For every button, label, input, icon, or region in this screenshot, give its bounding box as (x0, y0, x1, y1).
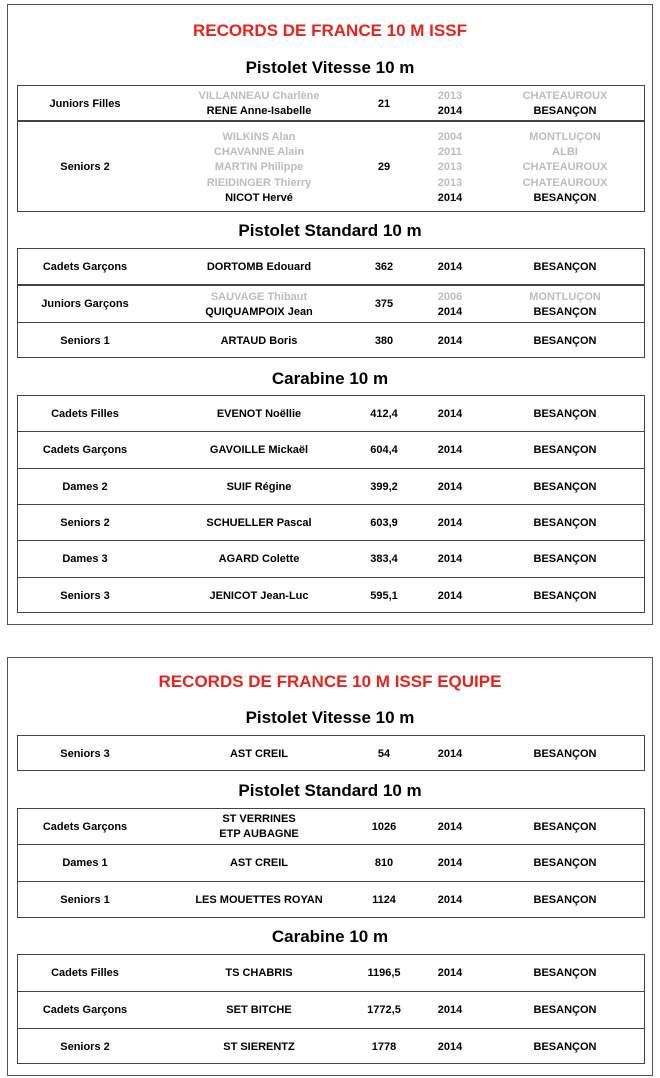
year-cell: 2014 (437, 821, 463, 833)
section-title-carabine: Carabine 10 m (271, 927, 389, 946)
year-cell: 2014 (437, 553, 463, 565)
place-cell: BESANÇON (533, 967, 597, 979)
current-record-line (18, 191, 644, 205)
category-cell: Seniors 3 (60, 590, 110, 602)
name-cell: CHAVANNE Alain (213, 146, 305, 158)
current-record-line (18, 104, 644, 118)
name-cell: WILKINS Alan (222, 131, 296, 143)
name-cell: GAVOILLE Mickaël (209, 444, 309, 456)
record-block (17, 121, 645, 212)
place-cell: BESANÇON (533, 894, 597, 906)
category-cell: Cadets Garçons (42, 1004, 128, 1016)
year-cell: 2014 (437, 967, 463, 979)
score-cell: 595,1 (370, 590, 398, 602)
name-cell: RENE Anne-Isabelle (206, 105, 312, 117)
section-title-pistolet-standard: Pistolet Standard 10 m (238, 221, 422, 240)
panel-title: RECORDS DE FRANCE 10 M ISSF EQUIPE (158, 672, 502, 691)
category-cell: Cadets Filles (51, 408, 119, 420)
record-row (18, 86, 644, 122)
year-cell: 2014 (437, 261, 463, 273)
score-cell: 362 (374, 261, 394, 273)
year-cell: 2014 (437, 481, 463, 493)
place-cell: MONTLUÇON (529, 291, 601, 303)
place-cell: BESANÇON (533, 306, 597, 318)
record-row (18, 1029, 644, 1065)
name-cell: SAUVAGE Thibaut (210, 291, 308, 303)
category-cell: Cadets Filles (51, 967, 119, 979)
year-cell: 2014 (437, 408, 463, 420)
score-cell: 29 (377, 161, 391, 173)
category-cell: Seniors 3 (60, 748, 110, 760)
place-cell: BESANÇON (533, 335, 597, 347)
current-record-line (18, 305, 644, 319)
record-row (18, 286, 644, 323)
place-cell: ALBI (552, 146, 578, 158)
name-cell: ST SIERENTZ (223, 1041, 295, 1053)
previous-record-line (18, 89, 644, 103)
year-cell: 2014 (437, 1041, 463, 1053)
place-cell: BESANÇON (533, 444, 597, 456)
section-title-pistolet-vitesse: Pistolet Vitesse 10 m (245, 58, 415, 77)
place-cell: BESANÇON (533, 590, 597, 602)
score-cell: 1772,5 (367, 1004, 401, 1016)
record-block (17, 395, 645, 613)
category-cell: Juniors Filles (49, 98, 121, 110)
section-title-pistolet-vitesse: Pistolet Vitesse 10 m (245, 708, 415, 727)
record-row (18, 505, 644, 541)
name-cell: ARTAUD Boris (220, 335, 298, 347)
place-cell: BESANÇON (533, 261, 597, 273)
category-cell: Seniors 1 (60, 894, 110, 906)
score-cell: 604,4 (370, 444, 398, 456)
category-cell: Dames 1 (62, 857, 108, 869)
place-cell: BESANÇON (533, 748, 597, 760)
score-cell: 412,4 (370, 408, 398, 420)
record-row (18, 845, 644, 882)
score-cell: 1196,5 (367, 967, 401, 979)
category-cell: Cadets Garçons (42, 261, 128, 273)
year-cell: 2014 (437, 748, 463, 760)
record-block (17, 285, 645, 358)
category-cell: Dames 2 (62, 481, 108, 493)
section-title-carabine: Carabine 10 m (271, 369, 389, 388)
record-row (18, 882, 644, 919)
place-cell: BESANÇON (533, 105, 597, 117)
name-cell: AST CREIL (229, 748, 289, 760)
previous-record-line (18, 160, 644, 174)
category-cell: Cadets Garçons (42, 444, 128, 456)
score-cell: 54 (377, 748, 391, 760)
record-row (18, 469, 644, 505)
records-issf-equipe-panel (7, 657, 653, 1076)
score-cell: 1026 (371, 821, 397, 833)
record-row (18, 809, 644, 845)
name-cell: RIEIDINGER Thierry (206, 177, 312, 189)
panel-title: RECORDS DE FRANCE 10 M ISSF (193, 21, 467, 40)
place-cell: CHATEAUROUX (522, 90, 608, 102)
record-row (18, 578, 644, 614)
category-cell: Seniors 2 (60, 517, 110, 529)
category-cell: Juniors Garçons (41, 298, 129, 310)
previous-record-line (18, 130, 644, 144)
score-cell: 603,9 (370, 517, 398, 529)
name-cell: DORTOMB Edouard (206, 261, 312, 273)
record-row (18, 122, 644, 213)
score-cell: 810 (374, 857, 394, 869)
name-cell: SET BITCHE (226, 1004, 292, 1016)
place-cell: BESANÇON (533, 821, 597, 833)
name-cell: VILLANNEAU Charlène (198, 90, 320, 102)
record-row (18, 396, 644, 432)
record-block (17, 808, 645, 918)
record-row (18, 541, 644, 578)
category-cell: Dames 3 (62, 553, 108, 565)
year-cell: 2014 (437, 590, 463, 602)
place-cell: BESANÇON (533, 192, 597, 204)
place-cell: BESANÇON (533, 1004, 597, 1016)
record-block (17, 954, 645, 1064)
year-cell: 2013 (437, 177, 463, 189)
year-cell: 2011 (438, 146, 462, 158)
score-cell: 399,2 (370, 481, 398, 493)
year-cell: 2014 (437, 105, 463, 117)
year-cell: 2014 (437, 1004, 463, 1016)
place-cell: BESANÇON (533, 553, 597, 565)
score-cell: 375 (374, 298, 394, 310)
place-cell: CHATEAUROUX (522, 177, 608, 189)
record-block (17, 85, 645, 121)
place-cell: BESANÇON (533, 857, 597, 869)
name-cell: QUIQUAMPOIX Jean (205, 306, 313, 318)
place-cell: BESANÇON (533, 517, 597, 529)
place-cell: BESANÇON (533, 1041, 597, 1053)
name-cell: AST CREIL (229, 857, 289, 869)
name-cell: EVENOT Noëllie (216, 408, 302, 420)
record-row (18, 992, 644, 1029)
category-cell: Seniors 2 (60, 161, 110, 173)
category-cell: Seniors 2 (60, 1041, 110, 1053)
score-cell: 1124 (372, 894, 396, 906)
score-cell: 380 (374, 335, 394, 347)
team-name-line1: ST VERRINES (222, 813, 296, 825)
year-cell: 2014 (437, 517, 463, 529)
previous-record-line (18, 176, 644, 190)
year-cell: 2014 (437, 192, 463, 204)
year-cell: 2014 (437, 894, 463, 906)
year-cell: 2014 (437, 857, 463, 869)
year-cell: 2014 (437, 335, 463, 347)
name-cell: SCHUELLER Pascal (206, 517, 312, 529)
year-cell: 2013 (437, 90, 463, 102)
name-cell: JENICOT Jean-Luc (209, 590, 309, 602)
year-cell: 2014 (437, 306, 463, 318)
name-cell: LES MOUETTES ROYAN (195, 894, 323, 906)
place-cell: BESANÇON (533, 481, 597, 493)
year-cell: 2014 (437, 444, 463, 456)
team-name-line2: ETP AUBAGNE (219, 828, 299, 840)
name-cell: TS CHABRIS (225, 967, 293, 979)
score-cell: 383,4 (370, 553, 398, 565)
place-cell: BESANÇON (533, 408, 597, 420)
year-cell: 2006 (437, 291, 463, 303)
previous-record-line (18, 290, 644, 304)
year-cell: 2013 (437, 161, 463, 173)
records-issf-panel (7, 4, 653, 625)
place-cell: MONTLUÇON (529, 131, 601, 143)
year-cell: 2004 (437, 131, 463, 143)
record-row (18, 955, 644, 992)
score-cell: 1778 (371, 1041, 397, 1053)
record-row (18, 432, 644, 469)
score-cell: 21 (377, 98, 391, 110)
previous-record-line (18, 145, 644, 159)
category-cell: Seniors 1 (60, 335, 110, 347)
section-title-pistolet-standard: Pistolet Standard 10 m (238, 781, 422, 800)
name-cell: MARTIN Philippe (214, 161, 304, 173)
record-block (17, 735, 645, 771)
category-cell: Cadets Garçons (42, 821, 128, 833)
record-block (17, 248, 645, 285)
place-cell: CHATEAUROUX (522, 161, 608, 173)
name-cell: AGARD Colette (218, 553, 300, 565)
name-cell: SUIF Régine (226, 481, 292, 493)
name-cell: NICOT Hervé (225, 192, 293, 204)
